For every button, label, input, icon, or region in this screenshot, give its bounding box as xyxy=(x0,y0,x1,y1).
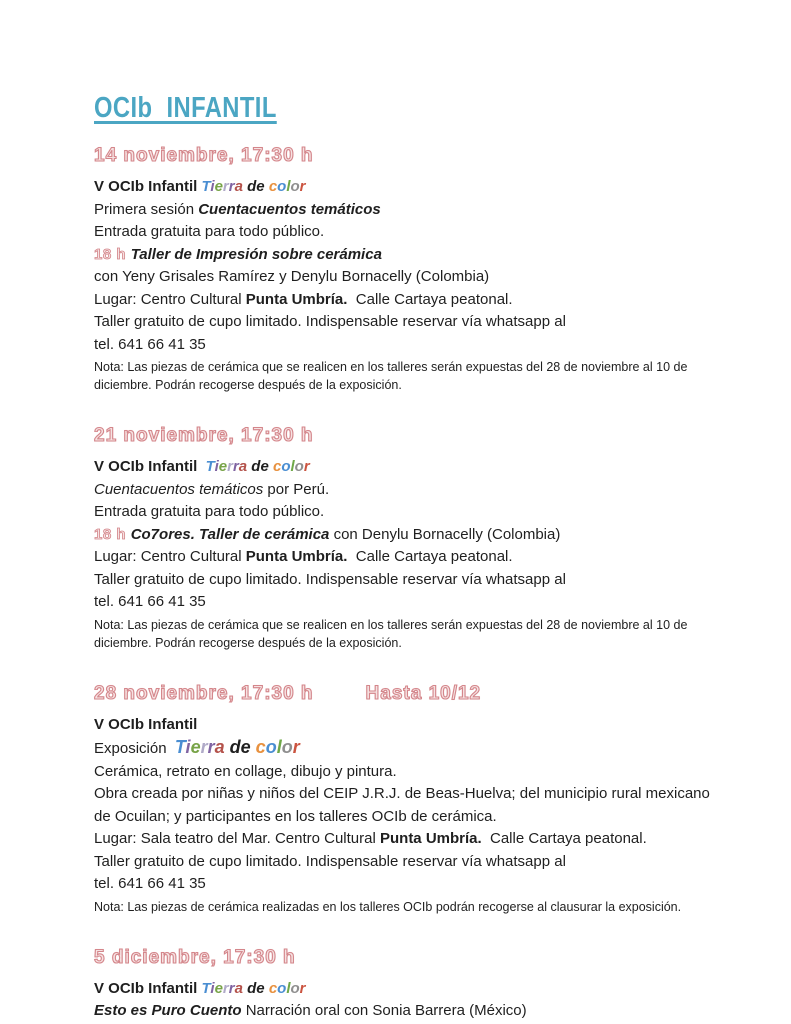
text-segment: Lugar: Centro Cultural xyxy=(94,290,246,308)
event-text-line xyxy=(94,334,710,357)
event-text-line xyxy=(94,736,710,761)
text-segment: Cuentacuentos temáticos xyxy=(198,200,381,218)
tierra-de-color-wordmark: Tierra de color xyxy=(201,178,306,195)
event-date-heading xyxy=(94,683,710,705)
document-content xyxy=(94,92,715,1023)
text-segment: V OCIb Infantil xyxy=(94,715,198,733)
event-text-line xyxy=(94,221,710,244)
text-segment: Nota: Las piezas de cerámica que se realicen en los talleres serán expuestas del 28 de noviembre al 10 de diciembre. Podrán recogerse después de la exposición. xyxy=(94,617,691,650)
event-date-text: Hasta 10/12 xyxy=(365,682,482,704)
text-segment: V OCIb Infantil xyxy=(94,979,202,997)
text-segment: con Yeny Grisales Ramírez y Denylu Bornacelly (Colombia) xyxy=(94,268,490,285)
event-date-text: 28 noviembre, 17:30 h xyxy=(94,682,314,704)
text-segment: Punta Umbría. xyxy=(245,548,348,565)
text-segment: por Perú. xyxy=(263,480,330,498)
event-text-line xyxy=(94,266,710,289)
text-segment: Entrada gratuita para todo público. xyxy=(94,223,325,240)
event xyxy=(94,682,715,916)
event-text-line xyxy=(94,714,710,737)
page-title xyxy=(94,92,710,125)
text-segment: Obra creada por niñas y niños del CEIP J.R.J. de Beas-Huelva; del municipio rural mexicano de Ocuilan; y participantes en los talleres OCIb de cerámica. xyxy=(94,785,715,825)
event-text-line xyxy=(94,546,710,569)
text-segment: tel. 641 66 41 35 xyxy=(94,875,206,892)
tierra-de-color-wordmark: Tierra de color xyxy=(174,737,300,757)
event xyxy=(94,145,710,394)
text-segment: Taller de Impresión sobre cerámica xyxy=(130,245,382,263)
text-segment: Taller gratuito de cupo limitado. Indispensable reservar vía whatsapp al xyxy=(94,852,566,870)
event xyxy=(94,425,710,652)
text-segment: Cerámica, retrato en collage, dibujo y pintura. xyxy=(94,762,397,780)
event-note-line xyxy=(94,616,710,652)
event xyxy=(94,947,710,1023)
text-segment: Entrada gratuita para todo público. xyxy=(94,503,325,520)
text-segment: Punta Umbría. xyxy=(245,290,348,308)
event-date-text: 14 noviembre, 17:30 h xyxy=(94,145,314,166)
text-segment: Calle Cartaya peatonal. xyxy=(347,548,513,565)
text-segment: Narración oral con Sonia Barrera (México) xyxy=(241,1002,527,1019)
text-segment: Taller gratuito de cupo limitado. Indispensable reservar vía whatsapp al xyxy=(94,313,566,330)
event-text-line xyxy=(94,828,710,851)
event-note-line xyxy=(94,358,710,394)
time-badge-text: 18 h xyxy=(94,245,131,263)
event-date-heading xyxy=(94,947,710,969)
text-segment: con Denylu Bornacelly (Colombia) xyxy=(329,525,561,543)
event-date-heading xyxy=(94,425,710,447)
event-text-line xyxy=(94,591,710,614)
text-segment: tel. 641 66 41 35 xyxy=(94,593,206,610)
event-text-line xyxy=(94,524,710,547)
event-text-line xyxy=(94,851,710,874)
event-text-line xyxy=(94,783,715,828)
event-text-line xyxy=(94,873,710,896)
text-segment: Nota: Las piezas de cerámica que se realicen en los talleres serán expuestas del 28 de noviembre al 10 de diciembre. Podrán recogerse después de la exposición. xyxy=(94,360,691,392)
text-segment: Lugar: Centro Cultural xyxy=(94,548,246,565)
event-text-line xyxy=(94,311,710,334)
text-segment: Lugar: Sala teatro del Mar. Centro Cultural xyxy=(94,830,380,847)
event-text-line xyxy=(94,479,710,502)
event-text-line xyxy=(94,199,710,222)
event-text-line xyxy=(94,761,710,784)
text-segment: Nota: Las piezas de cerámica realizadas en los talleres OCIb podrán recogerse al clausurar la exposición. xyxy=(94,899,682,914)
text-segment: Exposición xyxy=(94,740,175,757)
events-list xyxy=(94,145,715,1023)
event-text-line xyxy=(94,456,710,479)
text-segment: Co7ores. Taller de cerámica xyxy=(130,525,330,543)
event-note-line xyxy=(94,898,710,916)
text-segment: Calle Cartaya peatonal. xyxy=(481,830,647,847)
text-segment: Esto es Puro Cuento xyxy=(94,1002,242,1019)
event-text-line xyxy=(94,501,710,524)
event-text-line xyxy=(94,176,710,199)
text-segment: V OCIb Infantil xyxy=(94,458,206,475)
event-text-line xyxy=(94,1000,710,1023)
event-date-heading xyxy=(94,145,710,167)
tierra-de-color-wordmark: Tierra de color xyxy=(205,458,310,475)
event-date-text: 5 diciembre, 17:30 h xyxy=(94,946,296,968)
time-badge-text: 18 h xyxy=(94,525,131,543)
event-text-line xyxy=(94,978,710,1001)
text-segment: Calle Cartaya peatonal. xyxy=(347,290,513,308)
page-title-text: OCIb INFANTIL xyxy=(94,92,277,124)
text-segment: V OCIb Infantil xyxy=(94,178,202,195)
text-segment: Taller gratuito de cupo limitado. Indispensable reservar vía whatsapp al xyxy=(94,570,566,588)
event-text-line xyxy=(94,569,710,592)
event-date-text: 21 noviembre, 17:30 h xyxy=(94,425,314,446)
text-segment: Cuentacuentos temáticos xyxy=(94,480,264,498)
event-text-line xyxy=(94,289,710,312)
text-segment: Primera sesión xyxy=(94,200,199,218)
event-text-line xyxy=(94,244,710,267)
text-segment: Punta Umbría. xyxy=(379,830,482,847)
tierra-de-color-wordmark: Tierra de color xyxy=(201,979,306,997)
text-segment: tel. 641 66 41 35 xyxy=(94,335,206,353)
